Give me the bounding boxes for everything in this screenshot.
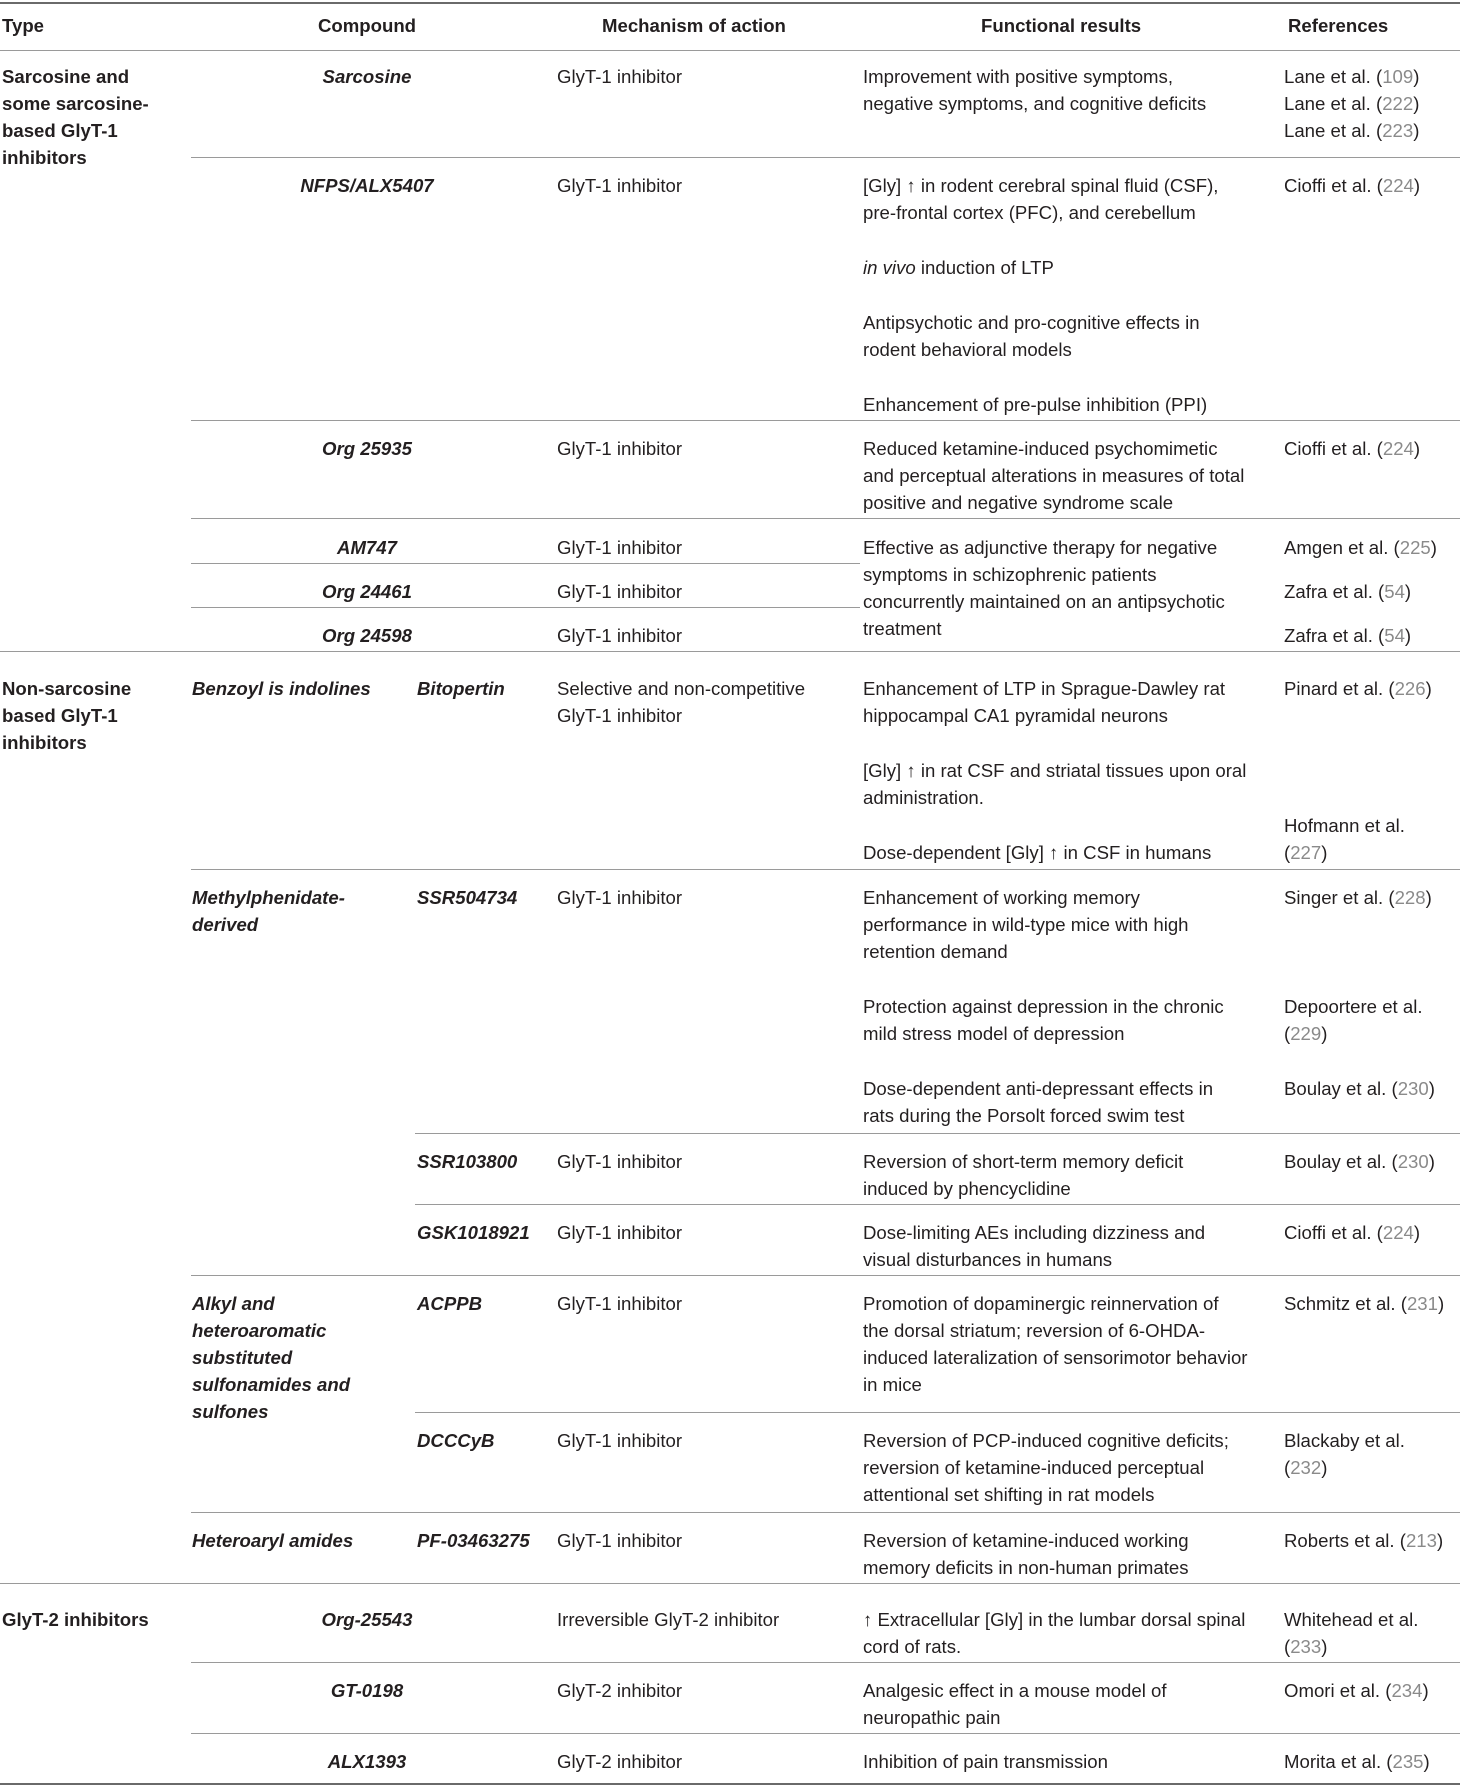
reference-text	[1284, 90, 1419, 118]
result-text: in mice	[863, 1374, 922, 1395]
citation-link[interactable]: 228	[1394, 887, 1426, 908]
result-rest: induction of LTP	[915, 257, 1054, 278]
subclass-label: sulfones	[192, 1401, 269, 1422]
reference-close: )	[1404, 625, 1412, 646]
reference-text	[1284, 1527, 1443, 1555]
reference-author: Cioffi et al. (	[1284, 438, 1383, 459]
result-text: Antipsychotic and pro-cognitive effects in	[863, 312, 1200, 333]
reference-text	[1284, 675, 1432, 703]
citation-link[interactable]: 235	[1392, 1751, 1424, 1772]
reference-open: (	[1284, 1636, 1291, 1657]
reference-text	[1284, 172, 1420, 200]
mechanism-text: GlyT-1 inhibitor	[557, 175, 683, 196]
result-text: Protection against depression in the chronic	[863, 996, 1224, 1017]
reference-author: Singer et al. (	[1284, 887, 1395, 908]
header-references: References	[1288, 15, 1389, 36]
result-text: [Gly] ↑ in rodent cerebral spinal fluid (CSF),	[863, 175, 1219, 196]
mechanism-text: GlyT-2 inhibitor	[557, 1680, 683, 1701]
compound-name: GT-0198	[330, 1680, 404, 1701]
reference-author: Cioffi et al. (	[1284, 175, 1383, 196]
reference-close: )	[1404, 581, 1412, 602]
compound-name: SSR103800	[417, 1151, 518, 1172]
compound-name: Org-25543	[321, 1609, 413, 1630]
compound-name: NFPS/ALX5407	[300, 175, 434, 196]
citation-link[interactable]: 224	[1382, 1222, 1414, 1243]
result-text: symptoms in schizophrenic patients	[863, 564, 1157, 585]
row-divider	[191, 607, 860, 608]
row-divider	[191, 563, 860, 564]
group-divider	[0, 1583, 1460, 1584]
reference-author: Lane et al. (	[1284, 66, 1383, 87]
result-text: cord of rats.	[863, 1636, 962, 1657]
reference-text	[1284, 1290, 1444, 1318]
reference-author: Pinard et al. (	[1284, 678, 1395, 699]
citation-link[interactable]: 227	[1290, 842, 1322, 863]
reference-close: )	[1425, 678, 1432, 699]
citation-link[interactable]: 54	[1384, 625, 1405, 646]
mechanism-text: GlyT-1 inhibitor	[557, 1430, 683, 1451]
result-text: Enhancement of pre-pulse inhibition (PPI)	[863, 394, 1208, 415]
mechanism-text: GlyT-1 inhibitor	[557, 1222, 683, 1243]
compound-name: AM747	[337, 537, 397, 558]
group-type-label: based GlyT-1	[2, 705, 118, 726]
result-text: treatment	[863, 618, 942, 639]
reference-text	[1284, 1020, 1327, 1048]
reference-text	[1284, 1677, 1429, 1705]
citation-link[interactable]: 223	[1382, 120, 1414, 141]
citation-link[interactable]: 222	[1382, 93, 1414, 114]
reference-text	[1284, 1219, 1420, 1247]
mechanism-text: GlyT-1 inhibitor	[557, 887, 683, 908]
result-text: administration.	[863, 787, 984, 808]
result-text: induced by phencyclidine	[863, 1178, 1071, 1199]
reference-close: )	[1321, 1636, 1328, 1657]
mechanism-text: GlyT-1 inhibitor	[557, 66, 683, 87]
reference-close: )	[1438, 1293, 1445, 1314]
reference-close: )	[1321, 842, 1328, 863]
citation-link[interactable]: 109	[1382, 66, 1414, 87]
mechanism-text: GlyT-1 inhibitor	[557, 625, 683, 646]
reference-author: Lane et al. (	[1284, 120, 1383, 141]
citation-link[interactable]: 229	[1290, 1023, 1322, 1044]
reference-close: )	[1430, 537, 1437, 558]
reference-text	[1284, 839, 1327, 867]
reference-text	[1284, 1748, 1430, 1776]
result-text: Dose-dependent anti-depressant effects in	[863, 1078, 1214, 1099]
citation-link[interactable]: 231	[1406, 1293, 1438, 1314]
result-text: the dorsal striatum; reversion of 6-OHDA-	[863, 1320, 1206, 1341]
result-text: neuropathic pain	[863, 1707, 1001, 1728]
subclass-label: sulfonamides and	[192, 1374, 351, 1395]
reference-text	[1284, 1454, 1327, 1482]
compound-name: Bitopertin	[417, 678, 505, 699]
result-text: Reversion of PCP-induced cognitive deficits;	[863, 1430, 1229, 1451]
mechanism-text: GlyT-1 inhibitor	[557, 438, 683, 459]
reference-author: Boulay et al. (	[1284, 1151, 1398, 1172]
result-text	[863, 254, 1054, 282]
reference-text	[1284, 1148, 1435, 1176]
row-divider	[191, 1662, 1460, 1663]
compound-name: ALX1393	[327, 1751, 407, 1772]
citation-link[interactable]: 213	[1405, 1530, 1437, 1551]
result-text: and perceptual alterations in measures of total	[863, 465, 1245, 486]
subclass-label: Heteroaryl amides	[192, 1530, 354, 1551]
group-type-label: inhibitors	[2, 147, 87, 168]
compound-name: Sarcosine	[322, 66, 412, 87]
header-results: Functional results	[981, 15, 1142, 36]
result-text: Analgesic effect in a mouse model of	[863, 1680, 1167, 1701]
citation-link[interactable]: 225	[1399, 537, 1431, 558]
group-type-label: inhibitors	[2, 732, 87, 753]
reference-text: Blackaby et al.	[1284, 1430, 1405, 1451]
reference-text	[1284, 63, 1419, 91]
result-text: rats during the Porsolt forced swim test	[863, 1105, 1185, 1126]
result-text: [Gly] ↑ in rat CSF and striatal tissues upon oral	[863, 760, 1247, 781]
result-text: Dose-limiting AEs including dizziness and	[863, 1222, 1206, 1243]
mechanism-text: GlyT-1 inhibitor	[557, 581, 683, 602]
group-type-label: based GlyT-1	[2, 120, 118, 141]
result-text: Reversion of short-term memory deficit	[863, 1151, 1184, 1172]
subclass-label: Benzoyl is indolines	[192, 678, 371, 699]
compound-name: DCCCyB	[417, 1430, 495, 1451]
compound-name: Org 24461	[322, 581, 412, 602]
mechanism-text: GlyT-1 inhibitor	[557, 1293, 683, 1314]
reference-author: Zafra et al. (	[1284, 625, 1385, 646]
group-type-label: GlyT-2 inhibitors	[2, 1609, 149, 1630]
result-text: Improvement with positive symptoms,	[863, 66, 1173, 87]
mechanism-text: GlyT-1 inhibitor	[557, 1530, 683, 1551]
mechanism-text: Irreversible GlyT-2 inhibitor	[557, 1609, 780, 1630]
result-text: Dose-dependent [Gly] ↑ in CSF in humans	[863, 842, 1212, 863]
citation-link[interactable]: 234	[1391, 1680, 1423, 1701]
subclass-label: Methylphenidate-	[192, 887, 345, 908]
header-mechanism: Mechanism of action	[602, 15, 786, 36]
reference-close: )	[1321, 1457, 1328, 1478]
reference-author: Boulay et al. (	[1284, 1078, 1398, 1099]
subclass-label: heteroaromatic	[192, 1320, 327, 1341]
mechanism-text: GlyT-2 inhibitor	[557, 1751, 683, 1772]
row-divider	[191, 420, 1460, 421]
reference-close: )	[1428, 1078, 1435, 1099]
reference-text: Depoortere et al.	[1284, 996, 1423, 1017]
citation-link[interactable]: 232	[1290, 1457, 1322, 1478]
reference-author: Lane et al. (	[1284, 93, 1383, 114]
result-text: induced lateralization of sensorimotor behavior	[863, 1347, 1248, 1368]
result-text: performance in wild-type mice with high	[863, 914, 1189, 935]
reference-close: )	[1321, 1023, 1328, 1044]
result-text: ↑ Extracellular [Gly] in the lumbar dorsal spinal	[863, 1609, 1246, 1630]
reference-text	[1284, 884, 1432, 912]
reference-close: )	[1428, 1151, 1435, 1172]
result-text: reversion of ketamine-induced perceptual	[863, 1457, 1205, 1478]
row-divider	[191, 1733, 1460, 1734]
reference-author: Omori et al. (	[1284, 1680, 1392, 1701]
citation-link[interactable]: 233	[1290, 1636, 1322, 1657]
reference-text: Hofmann et al.	[1284, 815, 1405, 836]
reference-open: (	[1284, 842, 1291, 863]
result-text: Inhibition of pain transmission	[863, 1751, 1108, 1772]
result-text: memory deficits in non-human primates	[863, 1557, 1189, 1578]
citation-link[interactable]: 226	[1394, 678, 1426, 699]
reference-close: )	[1436, 1530, 1444, 1551]
row-divider	[191, 869, 1460, 870]
reference-open: (	[1284, 1023, 1291, 1044]
result-text: Enhancement of working memory	[863, 887, 1140, 908]
subclass-label: substituted	[192, 1347, 293, 1368]
reference-close: )	[1413, 120, 1420, 141]
header-type: Type	[2, 15, 45, 36]
reference-author: Cioffi et al. (	[1284, 1222, 1383, 1243]
result-text: Reduced ketamine-induced psychomimetic	[863, 438, 1218, 459]
reference-text	[1284, 578, 1411, 606]
result-text: visual disturbances in humans	[863, 1249, 1113, 1270]
reference-close: )	[1422, 1680, 1429, 1701]
reference-text	[1284, 622, 1411, 650]
result-text: Reversion of ketamine-induced working	[863, 1530, 1189, 1551]
result-text: mild stress model of depression	[863, 1023, 1125, 1044]
reference-text	[1284, 1075, 1435, 1103]
mechanism-text: Selective and non-competitive	[557, 678, 806, 699]
reference-close: )	[1413, 66, 1420, 87]
reference-close: )	[1413, 93, 1420, 114]
group-type-label: some sarcosine-	[2, 93, 149, 114]
group-divider	[0, 651, 1460, 652]
row-divider	[415, 1204, 1460, 1205]
result-text: Effective as adjunctive therapy for negative	[863, 537, 1218, 558]
reference-close: )	[1413, 438, 1421, 459]
reference-text	[1284, 1633, 1327, 1661]
citation-link[interactable]: 230	[1397, 1151, 1429, 1172]
table-bottom-rule	[0, 1783, 1460, 1785]
header-bottom-rule	[0, 50, 1460, 51]
reference-text	[1284, 534, 1437, 562]
citation-link[interactable]: 230	[1397, 1078, 1429, 1099]
reference-close: )	[1423, 1751, 1430, 1772]
reference-close: )	[1413, 1222, 1421, 1243]
compound-name: GSK1018921	[417, 1222, 530, 1243]
row-divider	[191, 157, 1460, 158]
reference-author: Schmitz et al. (	[1284, 1293, 1407, 1314]
citation-link[interactable]: 54	[1384, 581, 1405, 602]
result-text: pre-frontal cortex (PFC), and cerebellum	[863, 202, 1196, 223]
reference-author: Amgen et al. (	[1284, 537, 1400, 558]
reference-open: (	[1284, 1457, 1291, 1478]
row-divider	[415, 1133, 1460, 1134]
reference-text	[1284, 117, 1419, 145]
result-text: concurrently maintained on an antipsychotic	[863, 591, 1225, 612]
mechanism-text: GlyT-1 inhibitor	[557, 1151, 683, 1172]
reference-close: )	[1425, 887, 1432, 908]
compound-name: ACPPB	[417, 1293, 483, 1314]
result-text: Enhancement of LTP in Sprague-Dawley rat	[863, 678, 1226, 699]
row-divider	[191, 1512, 1460, 1513]
group-type-label: Sarcosine and	[2, 66, 130, 87]
header-compound: Compound	[317, 15, 417, 36]
group-type-label: Non-sarcosine	[2, 678, 132, 699]
mechanism-text: GlyT-1 inhibitor	[557, 705, 683, 726]
mechanism-text: GlyT-1 inhibitor	[557, 537, 683, 558]
compound-name: SSR504734	[417, 887, 518, 908]
compound-name: Org 24598	[322, 625, 412, 646]
row-divider	[415, 1412, 1460, 1413]
result-text: positive and negative syndrome scale	[863, 492, 1174, 513]
row-divider	[191, 518, 1460, 519]
reference-author: Morita et al. (	[1284, 1751, 1393, 1772]
reference-text	[1284, 435, 1420, 463]
citation-link[interactable]: 224	[1382, 438, 1414, 459]
result-text: rodent behavioral models	[863, 339, 1072, 360]
result-text: hippocampal CA1 pyramidal neurons	[863, 705, 1168, 726]
row-divider	[191, 1275, 1460, 1276]
citation-link[interactable]: 224	[1382, 175, 1414, 196]
compound-name: Org 25935	[322, 438, 412, 459]
result-text: attentional set shifting in rat models	[863, 1484, 1155, 1505]
reference-close: )	[1413, 175, 1421, 196]
reference-text: Whitehead et al.	[1284, 1609, 1419, 1630]
table-top-rule	[0, 2, 1460, 4]
subclass-label: derived	[192, 914, 259, 935]
compound-name: PF-03463275	[417, 1530, 530, 1551]
result-text: Promotion of dopaminergic reinnervation of	[863, 1293, 1219, 1314]
result-text: negative symptoms, and cognitive deficits	[863, 93, 1207, 114]
result-text: retention demand	[863, 941, 1008, 962]
result-italic: in vivo	[863, 257, 916, 278]
subclass-label: Alkyl and	[192, 1293, 275, 1314]
reference-author: Zafra et al. (	[1284, 581, 1385, 602]
reference-author: Roberts et al. (	[1284, 1530, 1406, 1551]
